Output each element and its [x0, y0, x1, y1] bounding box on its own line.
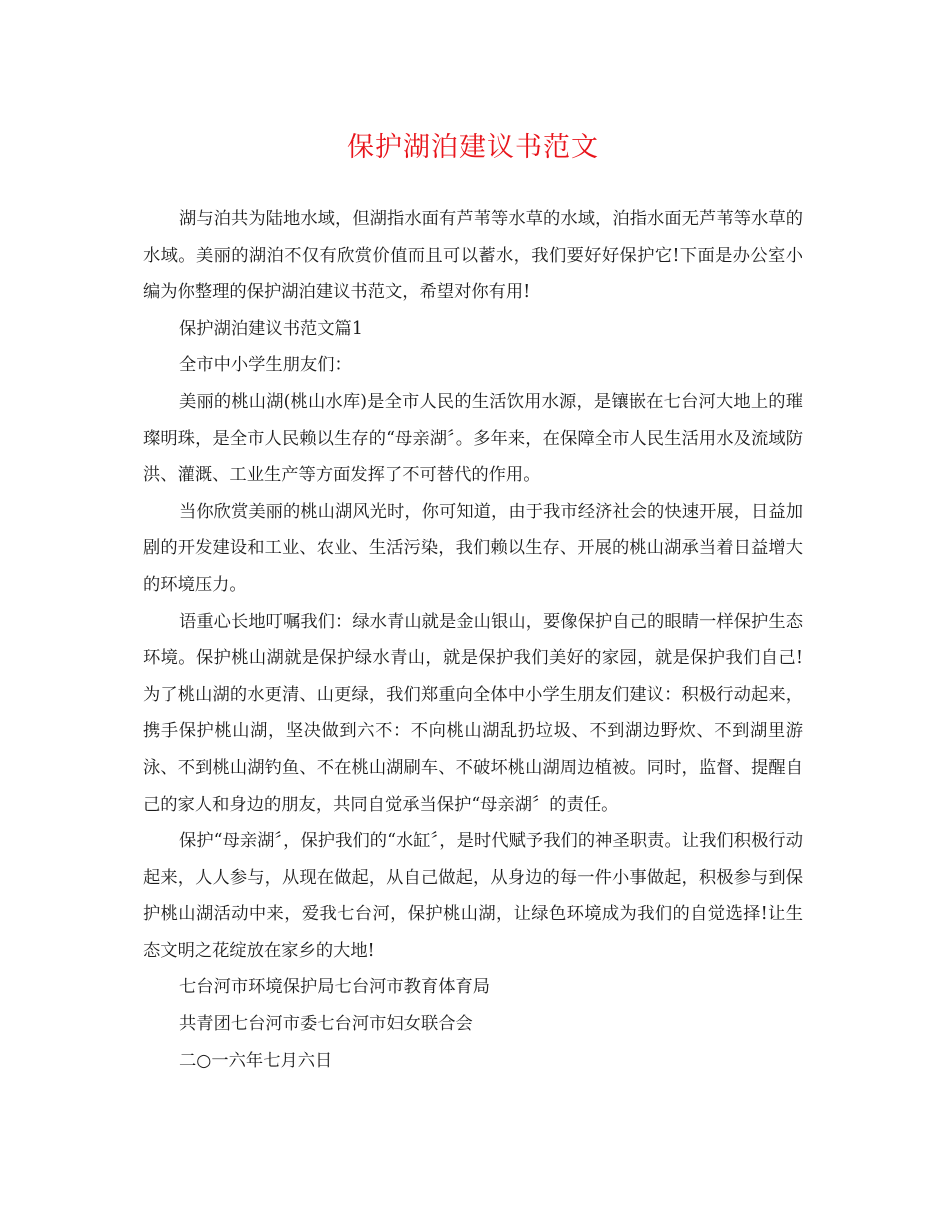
body-paragraph: 当你欣赏美丽的桃山湖风光时，你可知道，由于我市经济社会的快速开展，日益加剧的开发建设和工业、农业、生活污染，我们赖以生存、开展的桃山湖承当着日益增大的环境压力。	[143, 501, 803, 595]
signatory-line: 七台河市环境保护局七台河市教育体育局	[179, 977, 491, 998]
body-paragraph: 语重心长地叮嘱我们：绿水青山就是金山银山，要像保护自己的眼睛一样保护生态环境。保护桃山湖就是保护绿水青山，就是保护我们美好的家园，就是保护我们自己!为了桃山湖的水更清、山更绿，我们郑重向全体中小学生朋友们建议：积极行动起来，携手保护桃山湖，坚决做到六不：不向桃山湖乱扔垃圾、不到湖边野炊、不到湖里游泳、不到桃山湖钓鱼、不在桃山湖刷车、不破坏桃山湖周边植被。同时，监督、提醒自己的家人和身边的朋友，共同自觉承当保护“母亲湖〞的责任。	[143, 611, 803, 815]
document-date: 二○一六年七月六日	[179, 1050, 333, 1071]
body-paragraph: 美丽的桃山湖(桃山水库)是全市人民的生活饮用水源，是镶嵌在七台河大地上的璀璨明珠，是全市人民赖以生存的“母亲湖〞。多年来，在保障全市人民生活用水及流域防洪、灌溉、工业生产等方面发挥了不可替代的作用。	[143, 391, 803, 486]
document-title: 保护湖泊建议书范文	[347, 132, 599, 163]
section-heading: 保护湖泊建议书范文篇1	[179, 318, 363, 339]
intro-paragraph: 湖与泊共为陆地水域，但湖指水面有芦苇等水草的水域，泊指水面无芦苇等水草的水域。美丽的湖泊不仅有欣赏价值而且可以蓄水，我们要好好保护它!下面是办公室小编为你整理的保护湖泊建议书范文，希望对你有用!	[143, 209, 803, 303]
salutation: 全市中小学生朋友们：	[179, 355, 352, 376]
body-paragraph: 保护“母亲湖〞，保护我们的“水缸〞，是时代赋予我们的神圣职责。让我们积极行动起来，人人参与，从现在做起，从自己做起，从身边的每一件小事做起，积极参与到保护桃山湖活动中来，爱我七台河，保护桃山湖，让绿色环境成为我们的自觉选择!让生态文明之花绽放在家乡的大地!	[143, 831, 803, 961]
signatory-line: 共青团七台河市委七台河市妇女联合会	[179, 1014, 473, 1035]
document-body	[143, 201, 803, 1079]
